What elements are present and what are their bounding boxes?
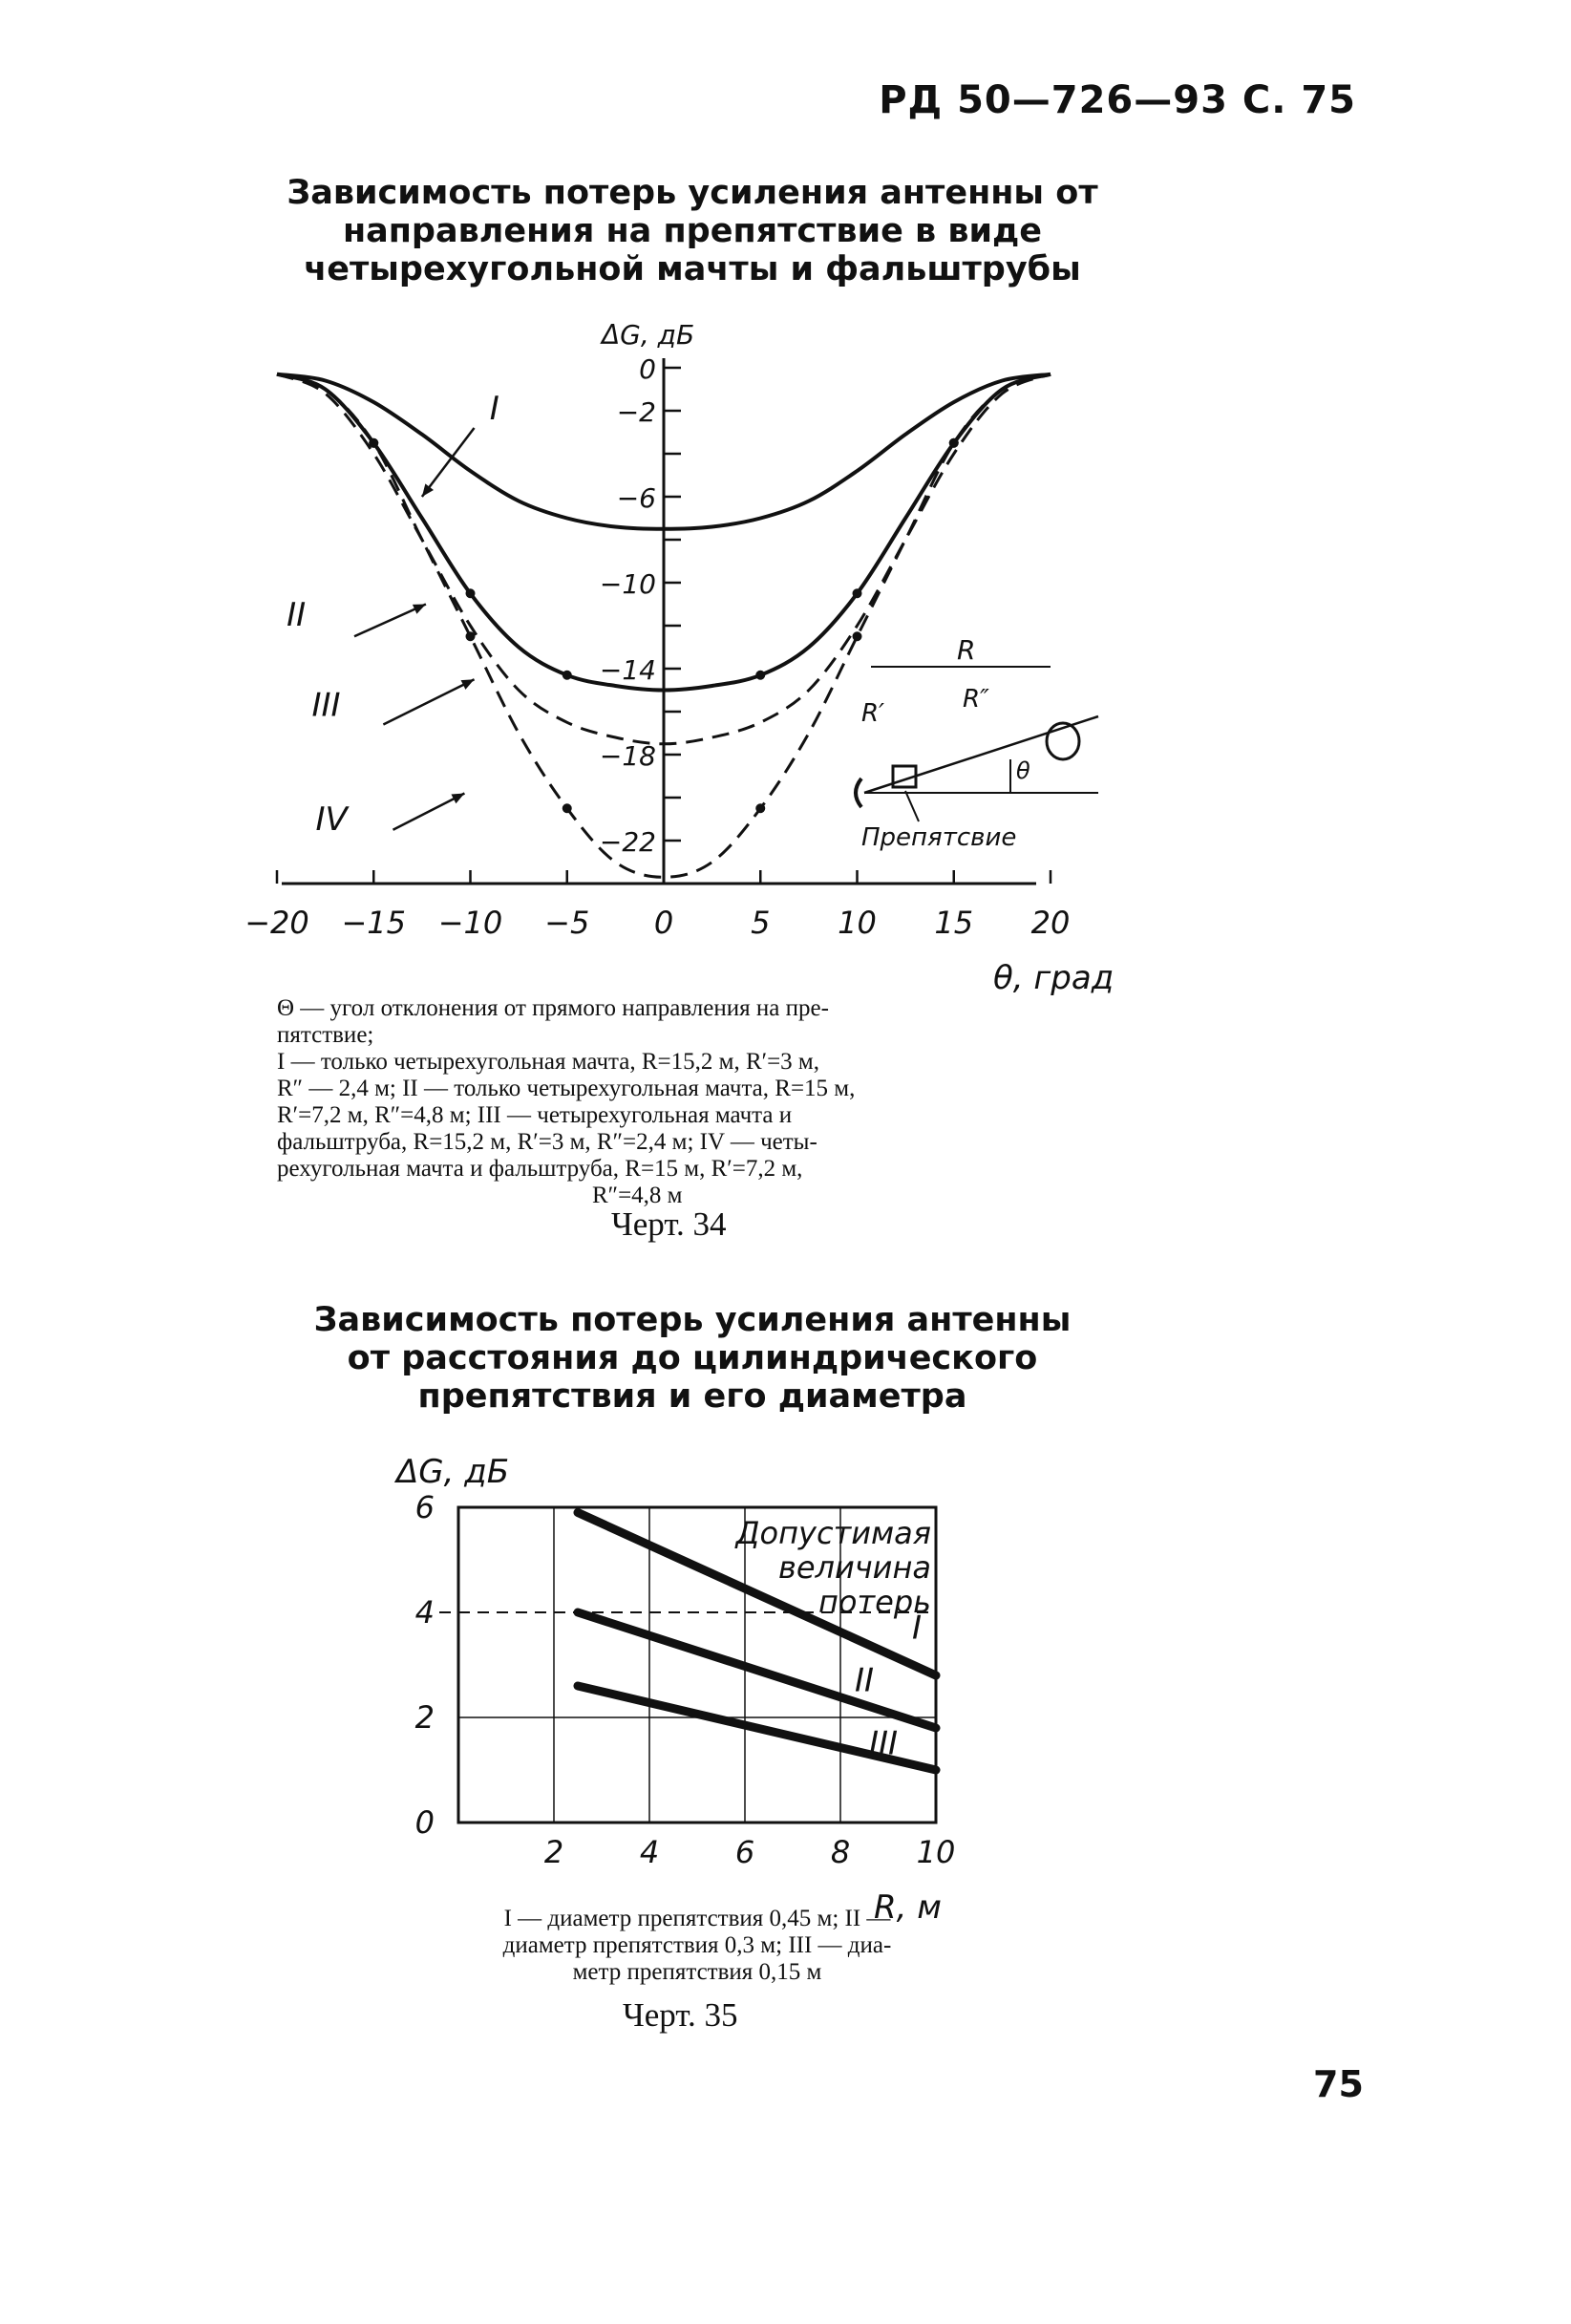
line-label: III (868, 1724, 899, 1763)
antenna-base-icon (856, 778, 861, 807)
line-label: I (911, 1609, 923, 1648)
inset-label: Препятсвие (861, 823, 1017, 852)
x-tick-label: 5 (751, 905, 771, 941)
inset-label: R″ (963, 685, 989, 714)
x-tick-label: 10 (916, 1834, 956, 1870)
caption-line: фальштруба, R=15,2 м, R′=3 м, R″=2,4 м; IV — четы- (277, 1129, 817, 1155)
threshold-label: потерь (818, 1584, 931, 1620)
y-tick-label: 2 (414, 1699, 435, 1736)
figure34-title (287, 174, 1098, 288)
curve-ii-point (563, 671, 572, 680)
figure35-title-line: Зависимость потерь усиления антенны (313, 1301, 1072, 1339)
caption-line: пятствие; (277, 1022, 374, 1048)
x-tick-label: 0 (653, 905, 674, 941)
inset-label: R (957, 634, 976, 666)
x-tick-label: 20 (1030, 905, 1071, 941)
caption-line: диаметр препятствия 0,3 м; III — диа- (502, 1932, 892, 1958)
x-tick-label: 2 (543, 1834, 564, 1870)
figure34-title-line: направления на препятствие в виде (342, 212, 1043, 250)
figure34-caption (277, 995, 1098, 1209)
y-tick-label: −2 (616, 396, 656, 428)
curve-iv-point (853, 631, 862, 641)
x-tick-label: −5 (544, 905, 590, 941)
y-tick-label: −22 (599, 826, 656, 858)
y-tick-label: −10 (599, 568, 656, 600)
figure35-title-line: от расстояния до цилиндрического (347, 1339, 1038, 1377)
page-header: РД 50—726—93 С. 75 (879, 78, 1356, 122)
curve-label: IV (315, 800, 348, 839)
inset-label: θ (1016, 757, 1030, 784)
x-tick-label: 4 (639, 1834, 660, 1870)
obstacle-pointer (905, 791, 919, 821)
figure34-title-line: Зависимость потерь усиления антенны от (287, 174, 1098, 212)
x-tick-label: −10 (437, 905, 503, 941)
figure34-title-line: четырехугольной мачты и фальштрубы (304, 250, 1081, 288)
curve-iv-point (949, 438, 959, 448)
x-axis-label: R, м (874, 1888, 942, 1927)
curve-label: I (489, 390, 499, 428)
caption-line: рехугольная мачта и фальштруба, R=15 м, R′=7,2 м, (277, 1156, 803, 1182)
threshold-label: величина (777, 1549, 931, 1586)
caption-line: R″ — 2,4 м; II — только четырехугольная мачта, R=15 м, (277, 1076, 856, 1101)
line-ii (578, 1609, 936, 1728)
curve-label-arrow (383, 679, 474, 724)
figure35-title (287, 1301, 1098, 1416)
curve-iv-point (563, 803, 572, 813)
x-tick-label: 10 (838, 905, 877, 941)
figure35-caption (382, 1906, 1012, 1986)
figure34-label: Черт. 34 (611, 1205, 727, 1243)
x-tick-label: −20 (244, 905, 309, 941)
curve-iv-point (369, 438, 378, 448)
curve-label: II (287, 596, 307, 634)
figure35-title-line: препятствия и его диаметра (417, 1377, 967, 1416)
y-axis-label: ΔG, дБ (396, 1453, 510, 1491)
curve-ii-point (755, 671, 765, 680)
caption-line: R″=4,8 м (592, 1183, 683, 1208)
x-tick-label: −15 (341, 905, 407, 941)
line-label: II (854, 1661, 875, 1700)
curve-ii-point (853, 588, 862, 598)
x-tick-label: 6 (734, 1834, 755, 1870)
caption-line: I — диаметр препятствия 0,45 м; II — (503, 1906, 891, 1931)
y-tick-label: −18 (599, 740, 656, 772)
x-axis-label: θ, град (993, 959, 1115, 997)
curve-label: III (311, 686, 341, 725)
curve-iv-point (755, 803, 765, 813)
y-tick-label: 6 (414, 1489, 435, 1525)
x-tick-label: 8 (830, 1834, 851, 1870)
y-axis-label: ΔG, дБ (602, 319, 695, 351)
direction-line (864, 716, 1098, 793)
figure34-chart (244, 306, 1136, 997)
figure35-label: Черт. 35 (623, 1996, 738, 2034)
curve-ii-point (466, 588, 476, 598)
y-tick-label: −14 (599, 654, 656, 686)
inset-label: R′ (861, 699, 884, 728)
caption-line: метр препятствия 0,15 м (572, 1959, 822, 1985)
threshold-label: Допустимая (735, 1515, 931, 1551)
caption-line: Θ — угол отклонения от прямого направления на пре- (277, 995, 829, 1021)
obstacle-geometry-inset (856, 634, 1098, 852)
x-tick-label: 15 (934, 905, 974, 941)
y-tick-label: 0 (639, 353, 656, 385)
page-number: 75 (1313, 2063, 1364, 2105)
caption-line: I — только четырехугольная мачта, R=15,2 м, R′=3 м, (277, 1049, 820, 1075)
curve-iv-point (466, 631, 476, 641)
caption-line: R′=7,2 м, R″=4,8 м; III — четырехугольная мачта и (277, 1102, 793, 1128)
y-tick-label: −6 (616, 482, 656, 514)
y-tick-label: 4 (414, 1594, 435, 1631)
y-tick-label: 0 (414, 1804, 435, 1841)
